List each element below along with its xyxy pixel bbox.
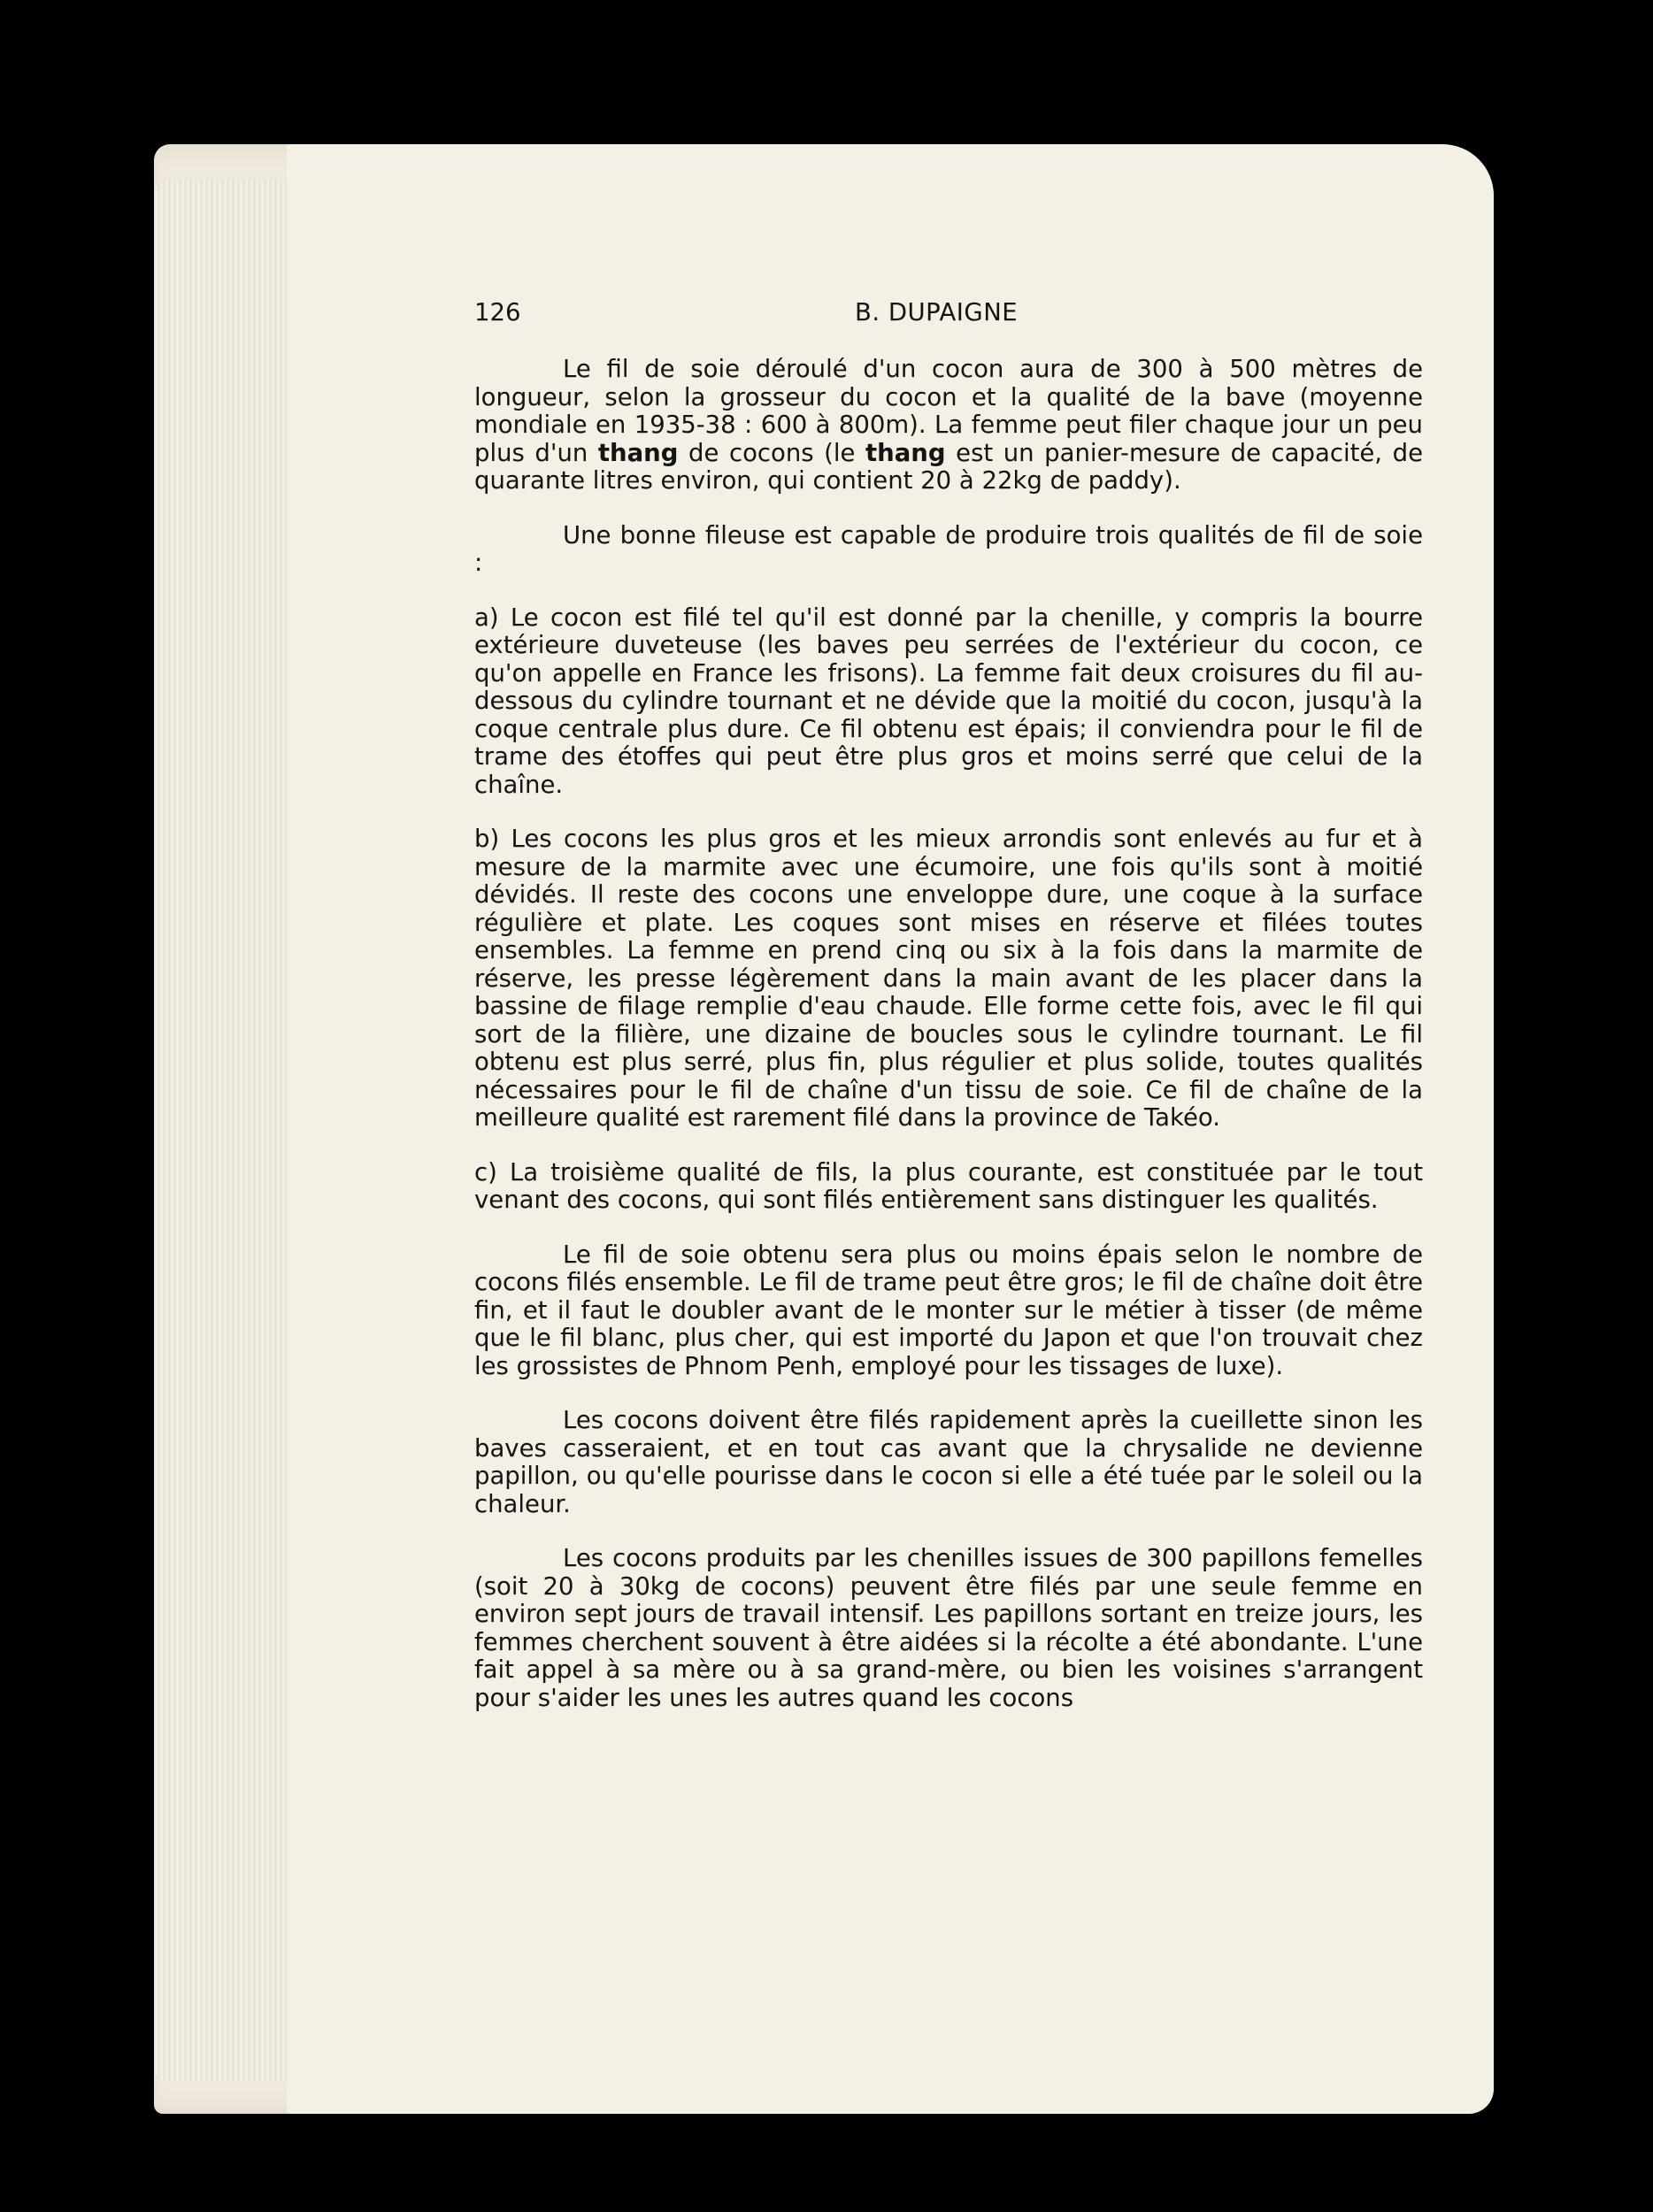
paragraph-qualite-a: a) Le cocon est filé tel qu'il est donné par la chenille, y compris la bourre extérieure duveteuse (les baves peu serrées de l'extérieur du cocon, ce qu'on appelle en France les frisons). La femme fait deux croisures du fil au-dessous du cylindre tournant et ne dévide que la moitié du cocon, jusqu'à la coque centrale plus dure. Ce fil obtenu est épais; il conviendra pour le fil de trame des étoffes qui peut être plus gros et moins serré que celui de la chaîne. — [474, 603, 1423, 799]
paragraph-bonne-fileuse: Une bonne fileuse est capable de produire trois qualités de fil de soie : — [474, 520, 1423, 577]
paragraph-fil-de-soie — [474, 356, 1423, 495]
book-page — [287, 144, 1494, 2114]
paragraph-text: est un panier-mesure de capacité, de quarante litres environ, qui contient 20 à 22kg de paddy). — [474, 438, 1423, 495]
text-block — [474, 299, 1423, 1712]
bold-term: thang — [597, 438, 679, 467]
book — [154, 144, 1494, 2114]
running-head: B. DUPAIGNE — [855, 298, 1019, 326]
paragraph-cocons-files: Les cocons doivent être filés rapidement après la cueillette sinon les baves casseraient, et en tout cas avant que la chrysalide ne devienne papillon, ou qu'elle pourisse dans le cocon si elle a été tuée par le soleil ou la chaleur. — [474, 1406, 1423, 1518]
paragraph-text: de cocons (le — [678, 438, 866, 467]
paragraph-qualite-b: b) Les cocons les plus gros et les mieux arrondis sont enlevés au fur et à mesure de la marmite avec une écumoire, une fois qu'ils sont à moitié dévidés. Il reste des cocons une enveloppe dure, une coque à la surface régulière et plate. Les coques sont mises en réserve et filées toutes ensembles. La femme en prend cinq ou six à la fois dans la marmite de réserve, les presse légèrement dans la main avant de les placer dans la bassine de filage remplie d'eau chaude. Elle forme cette fois, avec le fil qui sort de la filière, une dizaine de boucles sous le cylindre tournant. Le fil obtenu est plus serré, plus fin, plus régulier et plus solide, toutes qualités nécessaires pour le fil de chaîne d'un tissu de soie. Ce fil de chaîne de la meilleure qualité est rarement filé dans la province de Takéo. — [474, 825, 1423, 1132]
bold-term: thang — [865, 438, 946, 467]
paragraph-qualite-c: c) La troisième qualité de fils, la plus courante, est constituée par le tout venant des cocons, qui sont filés entièrement sans distinguer les qualités. — [474, 1157, 1423, 1214]
page-edges — [154, 180, 287, 2082]
paragraph-cocons-produits: Les cocons produits par les chenilles issues de 300 papillons femelles (soit 20 à 30kg de cocons) peuvent être filés par une seule femme en environ sept jours de travail intensif. Les papillons sortant en treize jours, les femmes cherchent souvent à être aidées si la récolte a été abondante. L'une fait appel à sa mère ou à sa grand-mère, ou bien les voisines s'arrangent pour s'aider les unes les autres quand les cocons — [474, 1544, 1423, 1712]
paragraph-text: Le fil de soie déroulé d'un cocon aura de 300 à 500 mètres de longueur, selon la grosseur du cocon et la qualité de la bave (moyenne mondiale en 1935-38 : 600 à 800m). La femme peut filer chaque jour un peu plus d'un — [474, 355, 1423, 467]
paragraph-fil-obtenu: Le fil de soie obtenu sera plus ou moins épais selon le nombre de cocons filés ensemble. Le fil de trame peut être gros; le fil de chaîne doit être fin, et il faut le doubler avant de le monter sur le métier à tisser (de même que le fil blanc, plus cher, qui est importé du Japon et que l'on trouvait chez les grossistes de Phnom Penh, employé pour les tissages de luxe). — [474, 1240, 1423, 1380]
page-number: 126 — [474, 298, 521, 326]
page-header — [474, 299, 1423, 356]
